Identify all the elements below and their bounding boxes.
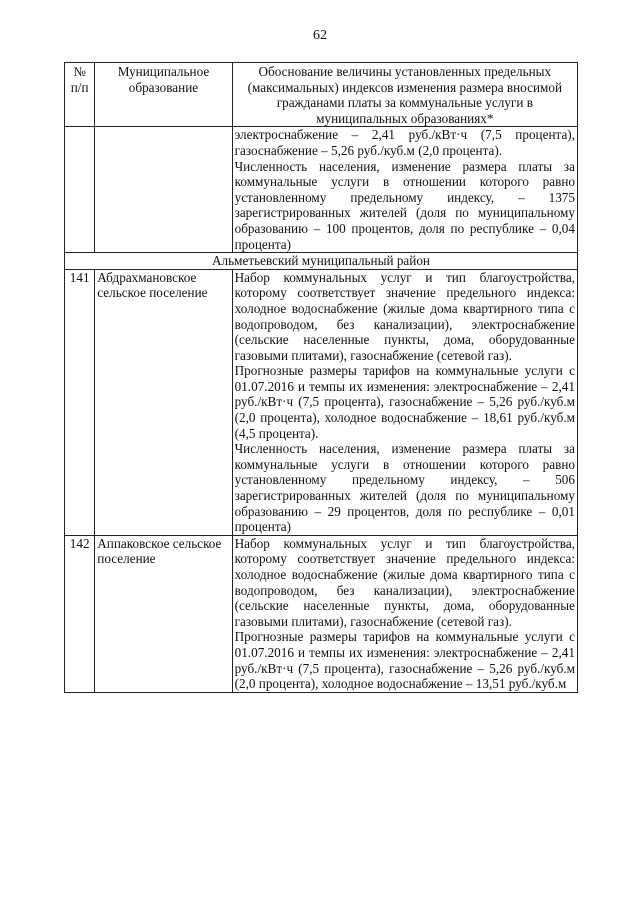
row-number: 141 (65, 269, 95, 535)
table-row (65, 269, 578, 535)
justification-paragraph: Прогнозные размеры тарифов на коммунальные услуги с 01.07.2016 и темпы их изменения: электроснабжение – 2,41 руб./кВт·ч (7,5 процента), газоснабжение – 5,26 руб./куб.м (2,0 процента), холодное водоснабжение – 18,61 руб./куб.м (4,5 процента). (234, 363, 575, 441)
page-number: 62 (313, 28, 327, 43)
justification-paragraph: Набор коммунальных услуг и тип благоустройства, которому соответствует значение предельного индекса: холодное водоснабжение (жилые дома квартирного типа с водопроводом, без канализации), электроснабжение (сельские населенные пункты, дома, оборудованные газовыми плитами), газоснабжение (сетевой газ). (234, 535, 575, 629)
justification-paragraph: Набор коммунальных услуг и тип благоустройства, которому соответствует значение предельного индекса: холодное водоснабжение (жилые дома квартирного типа с водопроводом, без канализации), электроснабжение (сельские населенные пункты, дома, оборудованные газовыми плитами), газоснабжение (сетевой газ). (234, 269, 575, 363)
row-justification (232, 269, 577, 535)
table-header-row (65, 63, 578, 127)
header-number: № п/п (65, 63, 95, 127)
continuation-paragraph: электроснабжение – 2,41 руб./кВт·ч (7,5 процента), газоснабжение – 5,26 руб./куб.м (2,0 процента). (234, 127, 575, 158)
justification-paragraph: Численность населения, изменение размера платы за коммунальные услуги в отношении которого равно установленному предельному индексу, – 506 зарегистрированных жителей (доля по муниципальному образованию – 29 процентов, доля по республике – 0,01 процента) (234, 441, 575, 535)
header-municipality: Муниципальное образование (95, 63, 232, 127)
row-justification (232, 535, 577, 692)
justification-paragraph: Прогнозные размеры тарифов на коммунальные услуги с 01.07.2016 и темпы их изменения: электроснабжение – 2,41 руб./кВт·ч (7,5 процента), газоснабжение – 5,26 руб./куб.м (2,0 процента), холодное водоснабжение – 13,51 руб./куб.м (234, 629, 575, 692)
table-row (65, 535, 578, 692)
section-title: Альметьевский муниципальный район (65, 253, 578, 270)
tariff-justification-table (64, 62, 578, 693)
section-row (65, 253, 578, 270)
table-row-continuation (65, 127, 578, 253)
row-municipality: Аппаковское сельское поселение (95, 535, 232, 692)
row-municipality: Абдрахмановское сельское поселение (95, 269, 232, 535)
header-justification: Обоснование величины установленных предельных (максимальных) индексов изменения размера вносимой гражданами платы за коммунальные услуги в муниципальных образованиях* (232, 63, 577, 127)
row-number: 142 (65, 535, 95, 692)
continuation-justification-cell (232, 127, 577, 253)
continuation-municipality-cell (95, 127, 232, 253)
continuation-paragraph: Численность населения, изменение размера платы за коммунальные услуги в отношении которого равно установленному предельному индексу, – 1375 зарегистрированных жителей (доля по муниципальному образованию – 100 процентов, доля по республике – 0,04 процента) (234, 158, 575, 252)
continuation-num-cell (65, 127, 95, 253)
